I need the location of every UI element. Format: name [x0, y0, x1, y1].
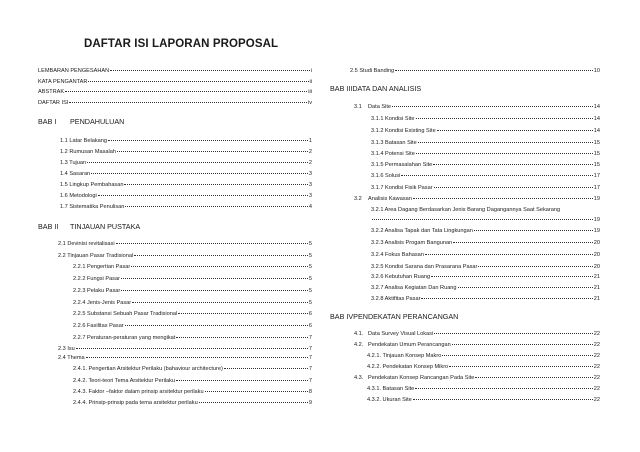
toc-entry-page: 17	[593, 185, 600, 191]
toc-entry[interactable]	[367, 386, 600, 393]
toc-entry-number: 4.1.	[354, 331, 364, 337]
toc-entry-label: 2.5 Studi Banding	[350, 68, 395, 74]
toc-entry[interactable]	[371, 140, 600, 147]
dot-leader	[121, 278, 308, 279]
toc-entry[interactable]	[371, 207, 600, 214]
toc-entry-label: 3.2.1 Area Dagang Berdasarkan Jenis Barang Dagangannya Saat Sekarang	[371, 207, 561, 213]
dot-leader	[425, 254, 593, 255]
toc-entry-page: 5	[308, 276, 312, 282]
chapter-number: BAB I	[38, 117, 57, 126]
chapter-title: TINJAUAN PUSTAKA	[70, 222, 141, 231]
toc-entry[interactable]	[38, 68, 312, 75]
toc-entry-label: 3.2.8 Aktifitas Pasar	[371, 296, 421, 302]
dot-leader	[176, 337, 308, 338]
toc-entry-label: 3.2.6 Kebutuhan Ruang	[371, 274, 431, 280]
toc-entry[interactable]	[58, 253, 312, 260]
toc-entry-label: 2.2.5 Substansi Sebuah Pasar Tradisional	[73, 311, 178, 317]
dot-leader	[125, 325, 308, 326]
toc-entry-page: 7	[308, 346, 312, 352]
toc-entry-page: 22	[593, 364, 600, 370]
toc-entry-label: 3.1.6 Solusi	[371, 173, 401, 179]
toc-entry[interactable]	[371, 116, 600, 123]
chapter-title: BAB IIIDATA DAN ANALISIS	[330, 84, 422, 93]
toc-entry[interactable]	[58, 346, 312, 353]
dot-leader	[475, 377, 592, 378]
toc-entry-label: 2.4.3. Faktor –faktor dalam prinsip arsitektur perilaku	[73, 389, 204, 395]
dot-leader	[125, 206, 308, 207]
dot-leader	[372, 219, 593, 220]
toc-entry-page: 20	[593, 252, 600, 258]
toc-entry-label: 2.4.2. Teori-teori Tema Arsitektur Perilaku	[73, 378, 176, 384]
toc-entry-page: 5	[308, 264, 312, 270]
toc-entry-page: iv	[307, 100, 312, 106]
toc-entry[interactable]	[371, 252, 600, 259]
toc-entry[interactable]	[60, 193, 312, 200]
toc-entry-label: 1.6 Metodologi	[60, 193, 97, 199]
toc-entry-page: 5	[308, 241, 312, 247]
toc-entry[interactable]	[60, 138, 312, 145]
toc-entry[interactable]	[371, 285, 600, 292]
toc-entry-page: 2	[308, 160, 312, 166]
toc-entry-page: 19	[593, 217, 600, 223]
toc-entry-page: 8	[308, 389, 312, 395]
toc-entry[interactable]	[367, 397, 600, 404]
toc-entry-number: 4.3.	[354, 375, 364, 381]
toc-entry[interactable]	[371, 173, 600, 180]
toc-entry-label: 2.2.3 Pelaku Pasar	[73, 288, 121, 294]
dot-leader	[110, 70, 310, 71]
dot-leader	[416, 153, 593, 154]
toc-entry-page: 19	[593, 228, 600, 234]
toc-entry-label: Data Survey Visual Lokasi	[368, 331, 434, 337]
dot-leader	[416, 118, 593, 119]
toc-entry-label: 3.1.2 Kondisi Existing Site	[371, 128, 436, 134]
toc-entry-page: 22	[593, 397, 600, 403]
toc-entry-label: 3.2.7 Analisa Kegiatan Dan Ruang	[371, 285, 457, 291]
toc-entry-page: 6	[308, 311, 312, 317]
toc-entry-label: 2.4.4. Prinsip-prinsip pada tema arsitektur perilaku	[73, 400, 198, 406]
chapter-heading[interactable]	[330, 84, 421, 93]
chapter-title: PENDAHULUAN	[70, 117, 125, 126]
toc-entry[interactable]	[73, 366, 312, 373]
toc-entry-label: 3.1.4 Potensi Site	[371, 151, 415, 157]
toc-entry[interactable]	[73, 276, 312, 283]
toc-entry-number: 4.2.	[354, 342, 364, 348]
toc-entry-page: 21	[593, 274, 600, 280]
toc-entry-label: 2.4 Thema	[58, 355, 85, 361]
dot-leader	[91, 173, 308, 174]
toc-entry-page: 15	[593, 162, 600, 168]
toc-entry-page: 20	[593, 240, 600, 246]
dot-leader	[224, 368, 308, 369]
dot-leader	[401, 175, 593, 176]
chapter-number: BAB II	[38, 222, 59, 231]
dot-leader	[176, 380, 308, 381]
toc-entry-label: Data Site	[368, 104, 392, 110]
toc-entry-page: 3	[308, 171, 312, 177]
toc-entry[interactable]	[73, 288, 312, 295]
toc-entry[interactable]	[371, 240, 600, 247]
toc-entry-label: 3.1.7 Kondisi Fisik Pasar	[371, 185, 433, 191]
toc-entry[interactable]	[73, 323, 312, 330]
toc-entry-label: 1.7 Sistematika Penulisan	[60, 204, 125, 210]
toc-entry[interactable]	[73, 400, 312, 407]
dot-leader	[418, 142, 593, 143]
toc-entry[interactable]	[354, 196, 600, 203]
toc-entry[interactable]	[350, 68, 600, 75]
toc-entry-page: 7	[308, 355, 312, 361]
toc-entry-page: 3	[308, 182, 312, 188]
toc-entry-page: 14	[593, 104, 600, 110]
toc-entry-page: 5	[308, 288, 312, 294]
toc-entry-page: 3	[308, 193, 312, 199]
toc-entry-page: 14	[593, 128, 600, 134]
toc-entry-page: 22	[593, 386, 600, 392]
toc-entry-page: 1	[308, 138, 312, 144]
toc-entry-label: Pendekatan Konsep Rancangan Pada Site	[368, 375, 475, 381]
toc-entry-page: 15	[593, 140, 600, 146]
toc-entry[interactable]	[73, 335, 312, 342]
dot-leader	[178, 313, 308, 314]
dot-leader	[205, 391, 308, 392]
toc-entry[interactable]	[371, 151, 600, 158]
dot-leader	[395, 70, 593, 71]
toc-entry-label: 2.2 Tinjauan Pasar Tradisional	[58, 253, 134, 259]
dot-leader	[76, 348, 308, 349]
toc-entry-label: KATA PENGANTAR	[38, 79, 88, 85]
dot-leader	[434, 187, 593, 188]
toc-entry-number: 3.2	[354, 196, 362, 202]
toc-entry-page: 22	[593, 353, 600, 359]
dot-leader	[117, 151, 308, 152]
toc-entry[interactable]	[371, 264, 600, 271]
chapter-heading[interactable]	[38, 222, 140, 231]
toc-entry[interactable]	[354, 331, 600, 338]
dot-leader	[199, 402, 308, 403]
dot-leader	[442, 355, 592, 356]
chapter-heading[interactable]	[330, 312, 458, 321]
toc-entry[interactable]	[38, 89, 312, 96]
toc-entry-page: 7	[308, 335, 312, 341]
toc-entry-label: 4.2.2. Pendekatan Konsep Mikro	[367, 364, 449, 370]
dot-leader	[421, 298, 592, 299]
toc-entry[interactable]	[354, 375, 600, 382]
toc-entry-label: 2.2.6 Fasilitas Pasar	[73, 323, 124, 329]
dot-leader	[434, 333, 593, 334]
toc-entry-label: 3.1.3 Batasan Site	[371, 140, 417, 146]
dot-leader	[121, 290, 308, 291]
toc-entry[interactable]	[371, 185, 600, 192]
dot-leader	[69, 102, 307, 103]
dot-leader	[449, 366, 593, 367]
toc-entry[interactable]	[38, 79, 312, 86]
toc-entry[interactable]	[371, 128, 600, 135]
toc-entry-page: 22	[593, 331, 600, 337]
toc-entry-page: 17	[593, 173, 600, 179]
toc-entry-number: 3.1	[354, 104, 362, 110]
toc-entry-page: 5	[308, 300, 312, 306]
toc-entry-label: 3.2.4 Fokus Bahasan	[371, 252, 424, 258]
toc-entry-label: 1.4 Sasaran	[60, 171, 91, 177]
toc-entry[interactable]	[354, 342, 600, 349]
toc-entry-label: 2.2.7 Peraturan-peraturan yang mengikat	[73, 335, 176, 341]
dot-leader	[134, 255, 308, 256]
toc-entry-label: 3.1.5 Permasalahan Site	[371, 162, 433, 168]
toc-entry-label: 2.1 Devinisi revitalisasi	[58, 241, 115, 247]
toc-entry[interactable]	[73, 378, 312, 385]
toc-entry[interactable]	[60, 171, 312, 178]
toc-entry-page: ii	[309, 79, 312, 85]
toc-entry-label: 4.2.1. Tinjauan Konsep Makro	[367, 353, 442, 359]
dot-leader	[65, 91, 307, 92]
toc-entry[interactable]	[354, 104, 600, 111]
toc-entry-page: 7	[308, 366, 312, 372]
toc-entry[interactable]	[58, 241, 312, 248]
dot-leader	[433, 164, 593, 165]
toc-entry[interactable]	[371, 217, 600, 224]
toc-entry[interactable]	[73, 300, 312, 307]
dot-leader	[452, 344, 593, 345]
toc-entry-page: 10	[593, 68, 600, 74]
toc-entry-page: 21	[593, 285, 600, 291]
toc-entry-page: 21	[593, 296, 600, 302]
toc-entry[interactable]	[371, 228, 600, 235]
chapter-heading[interactable]	[38, 117, 124, 126]
toc-entry-label: 3.2.2 Analisa Tapak dan Tata Lingkungan	[371, 228, 473, 234]
toc-entry-label: 4.3.2. Ukuran Site	[367, 397, 412, 403]
toc-entry-page: 19	[593, 196, 600, 202]
dot-leader	[413, 198, 593, 199]
toc-entry-page: i	[310, 68, 312, 74]
toc-entry-label: 1.1 Latar Belakang	[60, 138, 107, 144]
toc-entry[interactable]	[371, 162, 600, 169]
toc-entry[interactable]	[60, 182, 312, 189]
dot-leader	[124, 184, 307, 185]
toc-entry-label: 3.2.3 Analisis Progam Bangunan	[371, 240, 453, 246]
chapter-title: BAB IVPENDEKATAN PERANCANGAN	[330, 312, 459, 321]
toc-entry[interactable]	[73, 311, 312, 318]
toc-entry-page: 15	[593, 151, 600, 157]
toc-entry-label: 2.2.4 Jenis-Jenis Pasar	[73, 300, 132, 306]
dot-leader	[131, 266, 308, 267]
dot-leader	[437, 130, 593, 131]
toc-entry[interactable]	[371, 296, 600, 303]
dot-leader	[88, 81, 308, 82]
dot-leader	[132, 302, 308, 303]
toc-entry-label: ABSTRAK	[38, 89, 65, 95]
toc-entry-label: 2.3 Isu	[58, 346, 75, 352]
toc-entry-label: Pendekatan Umum Perancangan	[368, 342, 451, 348]
dot-leader	[458, 287, 593, 288]
toc-entry-page: iii	[308, 89, 312, 95]
toc-entry-label: DAFTAR ISI	[38, 100, 69, 106]
toc-entry-label: 2.2.2 Fungsi Pasar	[73, 276, 120, 282]
toc-entry[interactable]	[60, 149, 312, 156]
dot-leader	[474, 230, 593, 231]
dot-leader	[392, 106, 593, 107]
toc-entry-page: 5	[308, 253, 312, 259]
toc-entry-page: 2	[308, 149, 312, 155]
dot-leader	[87, 162, 308, 163]
toc-entry-page: 7	[308, 378, 312, 384]
toc-entry-label: 2.4.1. Pengertian Arsitektur Perilaku (bahaviour architecture)	[73, 366, 223, 372]
toc-entry-label: 1.5 Lingkup Pembahasan	[60, 182, 124, 188]
toc-entry[interactable]	[38, 100, 312, 107]
toc-entry[interactable]	[60, 160, 312, 167]
toc-entry-label: 1.3 Tujuan	[60, 160, 87, 166]
toc-entry-page: 6	[308, 323, 312, 329]
dot-leader	[478, 266, 592, 267]
toc-entry-label: LEMBARAN PENGESAHAN	[38, 68, 110, 74]
dot-leader	[431, 276, 593, 277]
page-title: DAFTAR ISI LAPORAN PROPOSAL	[84, 38, 279, 50]
toc-entry-page: 22	[593, 375, 600, 381]
toc-entry[interactable]	[73, 264, 312, 271]
toc-entry[interactable]	[367, 353, 600, 360]
dot-leader	[98, 195, 308, 196]
toc-entry[interactable]	[371, 274, 600, 281]
toc-entry-page: 14	[593, 116, 600, 122]
toc-entry[interactable]	[58, 355, 312, 362]
toc-entry-page: 22	[593, 342, 600, 348]
toc-entry-page: 20	[593, 264, 600, 270]
toc-entry[interactable]	[73, 389, 312, 396]
toc-entry-label: Analisis Kawasan	[368, 196, 412, 202]
toc-entry-label: 2.2.1 Pengertian Pasar	[73, 264, 131, 270]
toc-entry-page: 9	[308, 400, 312, 406]
toc-entry[interactable]	[367, 364, 600, 371]
toc-entry-page: 4	[308, 204, 312, 210]
dot-leader	[453, 242, 593, 243]
dot-leader	[415, 388, 592, 389]
dot-leader	[108, 140, 308, 141]
dot-leader	[116, 243, 308, 244]
dot-leader	[86, 357, 308, 358]
toc-entry-label: 1.2 Rumusan Masalah	[60, 149, 116, 155]
toc-entry[interactable]	[60, 204, 312, 211]
toc-entry-label: 3.1.1 Kondisi Site	[371, 116, 415, 122]
toc-entry-label: 3.2.5 Kondisi Sarana dan Prasarana Pasar	[371, 264, 478, 270]
toc-entry-label: 4.3.1. Batasan Site	[367, 386, 415, 392]
dot-leader	[413, 399, 593, 400]
